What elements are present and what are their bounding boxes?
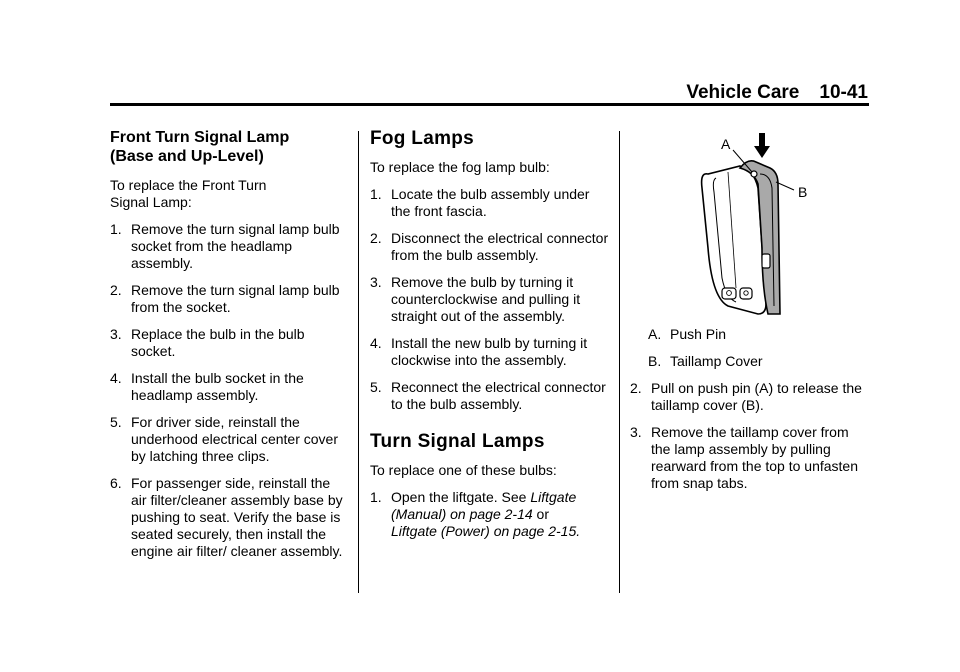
turn-signal-lamps-intro: To replace one of these bulbs: — [370, 462, 557, 478]
front-turn-signal-intro: To replace the Front Turn Signal Lamp: — [110, 177, 267, 210]
liftgate-manual-link[interactable]: Liftgate (Manual) on page 2-14 — [391, 489, 577, 522]
list-item: 1. Locate the bulb assembly under the front fascia. — [370, 186, 590, 219]
turn-signal-lamps-steps-cont — [630, 380, 870, 492]
list-item: 6. For passenger side, reinstall the air filter/cleaner assembly base by pushing to seat. Verify the base is seated securely, then install the engine air filter/ cleaner assembly. — [110, 475, 343, 559]
page-header — [686, 82, 868, 104]
list-item: B. Taillamp Cover — [648, 353, 763, 369]
fog-lamps-heading: Fog Lamps — [370, 128, 475, 149]
section-title: Vehicle Care — [686, 82, 800, 103]
list-item: 4. Install the bulb socket in the headlamp assembly. — [110, 370, 304, 403]
fog-lamps-steps — [370, 186, 610, 413]
list-item: 3. Remove the bulb by turning it counterclockwise and pulling it straight out of the assembly. — [370, 274, 581, 324]
list-item: 2. Pull on push pin (A) to release the taillamp cover (B). — [630, 380, 862, 413]
turn-signal-lamps-steps — [370, 489, 610, 540]
list-item: A. Push Pin — [648, 326, 727, 342]
column-3 — [630, 128, 870, 502]
list-item: 1. Remove the turn signal lamp bulb socket from the headlamp assembly. — [110, 221, 340, 271]
front-turn-signal-steps — [110, 221, 348, 560]
column-divider-2 — [619, 131, 620, 593]
column-divider-1 — [358, 131, 359, 593]
list-item: 3. Replace the bulb in the bulb socket. — [110, 326, 305, 359]
column-2 — [370, 128, 610, 550]
column-1 — [110, 128, 348, 570]
list-item: 4. Install the new bulb by turning it clockwise into the assembly. — [370, 335, 588, 368]
list-item: 2. Disconnect the electrical connector from the bulb assembly. — [370, 230, 609, 263]
list-item: 2. Remove the turn signal lamp bulb from the socket. — [110, 282, 340, 315]
fog-lamps-intro: To replace the fog lamp bulb: — [370, 159, 550, 175]
figure-label-b: B — [798, 184, 808, 200]
turn-signal-lamps-heading: Turn Signal Lamps — [370, 431, 545, 452]
list-item: 5. Reconnect the electrical connector to the bulb assembly. — [370, 379, 606, 412]
list-item: 3. Remove the taillamp cover from the lamp assembly by pulling rearward from the top to unfasten from snap tabs. — [630, 424, 858, 491]
figure-legend — [630, 326, 870, 370]
header-rule — [110, 103, 869, 106]
taillamp-illustration — [630, 128, 870, 318]
list-item: 5. For driver side, reinstall the underhood electrical center cover by latching three clips. — [110, 414, 339, 464]
taillamp-drawing — [630, 128, 870, 318]
page-number: 10-41 — [819, 82, 868, 103]
front-turn-signal-heading: Front Turn Signal Lamp (Base and Up-Level) — [110, 129, 290, 165]
figure-label-a: A — [721, 136, 731, 152]
list-item: 1. Open the liftgate. See Liftgate (Manual) on page 2-14 or Liftgate (Power) on page 2-15. — [370, 489, 581, 539]
liftgate-power-link[interactable]: Liftgate (Power) on page 2-15 — [391, 523, 577, 539]
